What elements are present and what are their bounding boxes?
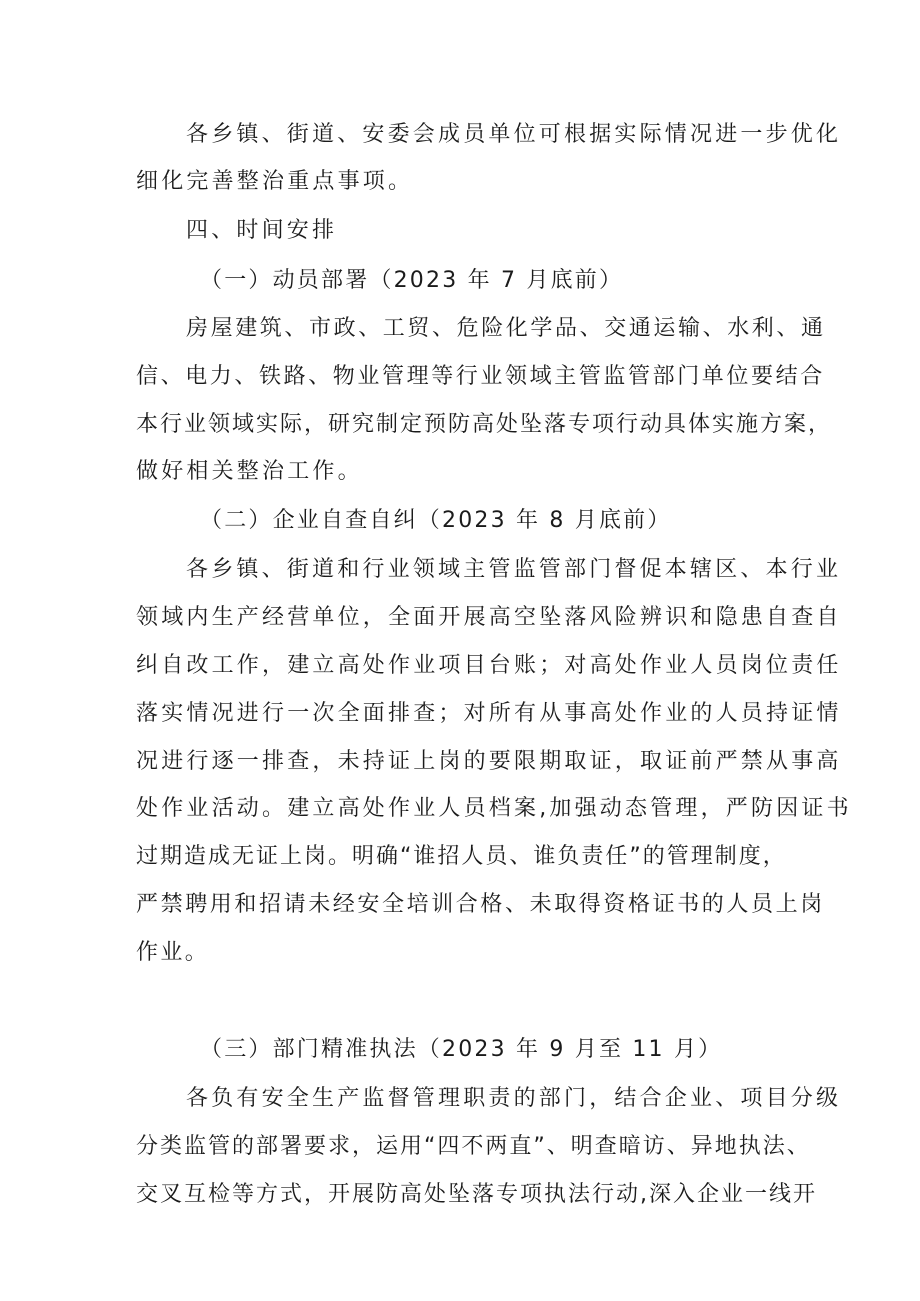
paragraph-line: 过期造成无证上岗。明确“谁招人员、谁负责任”的管理制度， [136, 844, 787, 869]
subsection-heading: （二）企业自查自纠（2023 年 8 月底前） [200, 508, 672, 533]
paragraph-line: 纠自改工作，建立高处作业项目台账；对高处作业人员岗位责任 [136, 653, 842, 678]
paragraph-line: 各负有安全生产监督管理职责的部门，结合企业、项目分级 [186, 1086, 842, 1111]
section-heading: 四、时间安排 [186, 218, 338, 243]
paragraph-line: 细化完善整治重点事项。 [136, 169, 414, 194]
paragraph-line: 分类监管的部署要求，运用“四不两直”、明查暗访、异地执法、 [136, 1134, 811, 1159]
paragraph-line: 信、电力、铁路、物业管理等行业领域主管监管部门单位要结合 [136, 364, 825, 389]
paragraph-line: 处作业活动。建立高处作业人员档案,加强动态管理，严防因证书 [136, 796, 852, 821]
paragraph-line: 严禁聘用和招请未经安全培训合格、未取得资格证书的人员上岗 [136, 892, 825, 917]
paragraph-line: 交叉互检等方式，开展防高处坠落专项执法行动,深入企业一线开 [136, 1182, 817, 1207]
paragraph-line: 本行业领域实际，研究制定预防高处坠落专项行动具体实施方案， [136, 412, 833, 437]
subsection-heading: （一）动员部署（2023 年 7 月底前） [200, 268, 624, 293]
paragraph-line: 做好相关整治工作。 [136, 459, 363, 484]
paragraph-line: 房屋建筑、市政、工贸、危险化学品、交通运输、水利、通 [186, 316, 826, 341]
paragraph-line: 各乡镇、街道和行业领域主管监管部门督促本辖区、本行业 [186, 557, 842, 582]
paragraph-line: 领域内生产经营单位，全面开展高空坠落风险辨识和隐患自查自 [136, 605, 842, 630]
paragraph-line: 落实情况进行一次全面排查；对所有从事高处作业的人员持证情 [136, 701, 842, 726]
paragraph-line: 况进行逐一排查，未持证上岗的要限期取证，取证前严禁从事高 [136, 749, 842, 774]
paragraph-line: 作业。 [136, 940, 210, 965]
paragraph-line: 各乡镇、街道、安委会成员单位可根据实际情况进一步优化 [186, 122, 842, 147]
subsection-heading: （三）部门精准执法（2023 年 9 月至 11 月） [200, 1037, 723, 1062]
